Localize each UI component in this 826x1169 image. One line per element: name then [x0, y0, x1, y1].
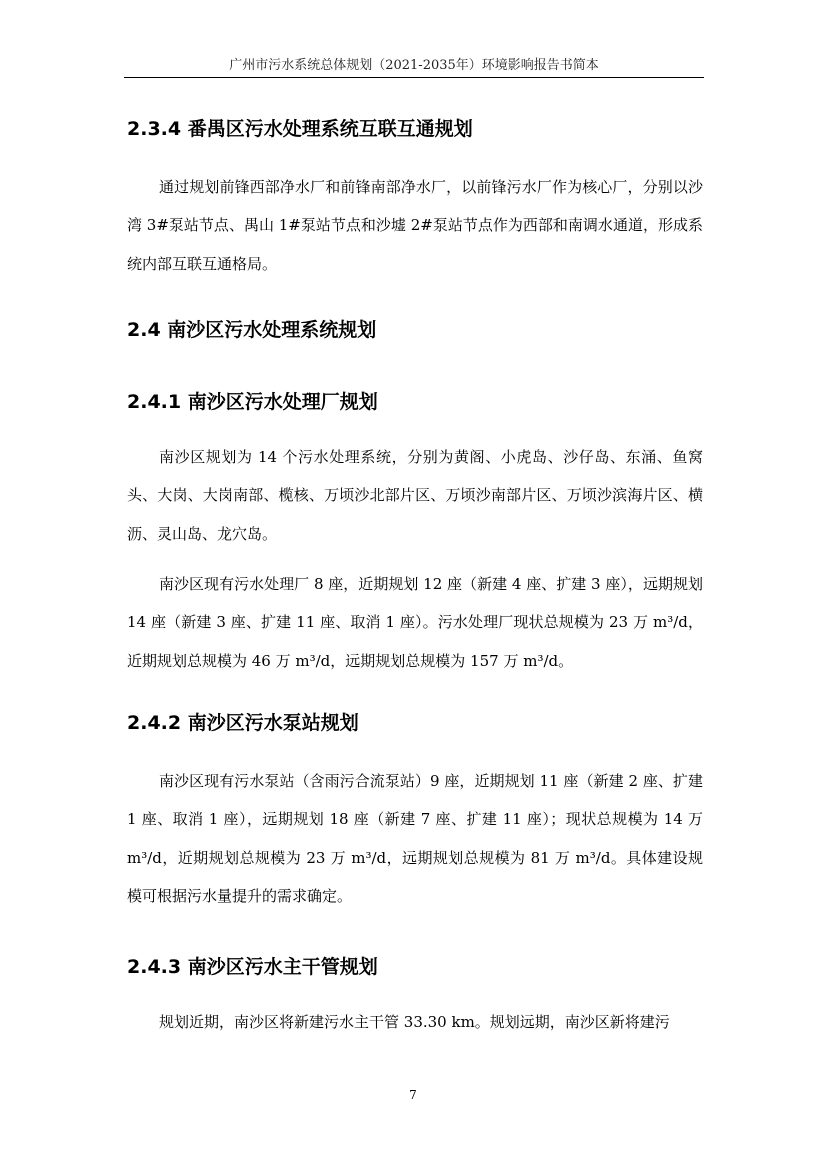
paragraph-2-4-1-a: 南沙区规划为 14 个污水处理系统，分别为黄阁、小虎岛、沙仔岛、东涌、鱼窝头、大岗、大岗南部、榄核、万顷沙北部片区、万顷沙南部片区、万顷沙滨海片区、横沥、灵山岛、龙穴岛。: [127, 448, 703, 543]
paragraph-2-3-4: 通过规划前锋西部净水厂和前锋南部净水厂，以前锋污水厂作为核心厂，分别以沙湾 3#泵站节点、禺山 1#泵站节点和沙墟 2#泵站节点作为西部和南调水通道，形成系统内部互联互通格局。: [127, 178, 703, 273]
paragraph-2-4-2: 南沙区现有污水泵站（含雨污合流泵站）9 座，近期规划 11 座（新建 2 座、扩建 1 座、取消 1 座），远期规划 18 座（新建 7 座、扩建 11 座）；现状总规模为 14 万 m³/d，近期规划总规模为 23 万 m³/d，远期规划总规模为 81 万 m³/d。具体建设规模可根据污水量提升的需求确定。: [127, 772, 703, 906]
heading-2-4-3: 2.4.3 南沙区污水主干管规划: [127, 956, 378, 978]
header-divider: [124, 77, 704, 78]
page-number: 7: [409, 1088, 417, 1102]
paragraph-2-4-1-b: 南沙区现有污水处理厂 8 座，近期规划 12 座（新建 4 座、扩建 3 座），远期规划 14 座（新建 3 座、扩建 11 座、取消 1 座）。污水处理厂现状总规模为 23 万 m³/d，近期规划总规模为 46 万 m³/d，远期规划总规模为 157 万 m³/d。: [127, 575, 703, 670]
heading-2-4-2: 2.4.2 南沙区污水泵站规划: [127, 712, 359, 734]
heading-2-4: 2.4 南沙区污水处理系统规划: [127, 319, 377, 341]
heading-2-4-1: 2.4.1 南沙区污水处理厂规划: [127, 391, 378, 413]
heading-2-3-4: 2.3.4 番禺区污水处理系统互联互通规划: [127, 118, 473, 140]
paragraph-2-4-3: 规划近期，南沙区将新建污水主干管 33.30 km。规划远期，南沙区新将建污: [159, 1013, 670, 1031]
running-header: 广州市污水系统总体规划（2021-2035年）环境影响报告书简本: [229, 58, 599, 73]
